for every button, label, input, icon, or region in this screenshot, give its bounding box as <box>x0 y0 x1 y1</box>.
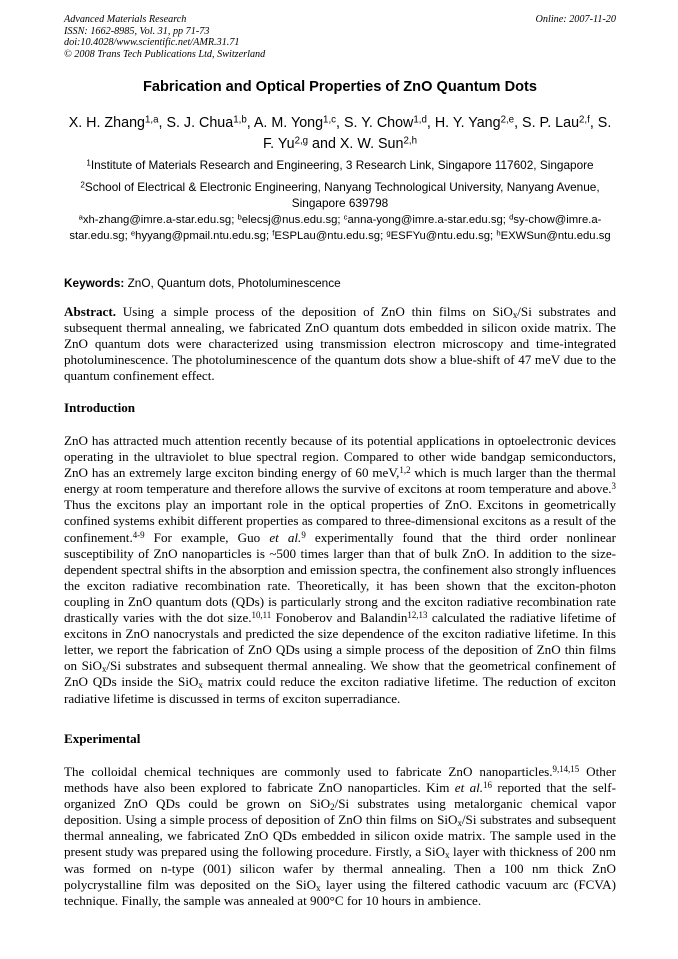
superscript: 16 <box>483 780 492 791</box>
email-list: $^a$xh-zhang@imre.a-star.edu.sg; $^b$elecsj@nus.edu.sg; $^c$anna-yong@imre.a-star.edu.sg; $^d$sy-chow@imre.a-star.edu.sg; $^e$hyyang@pmail.ntu.edu.sg; $^f$ESPLau@ntu.edu.sg; $^g$ESFYu@ntu.edu.sg; $^h$EXWSun@ntu.edu.sg <box>69 212 611 242</box>
email-address: xh-zhang@imre.a-star.edu.sg <box>82 214 232 226</box>
subscript: x <box>457 818 462 829</box>
subscript: x <box>198 680 203 691</box>
subscript: x <box>445 850 450 861</box>
email-address: EXWSun@ntu.edu.sg <box>500 229 611 242</box>
email-marker: h <box>496 228 501 238</box>
online-date: Online: 2007-11-20 <box>535 14 616 25</box>
keywords-text: ZnO, Quantum dots, Photoluminescence <box>124 276 341 290</box>
author-affiliation-marker: 1,d <box>413 114 427 126</box>
abstract <box>64 304 616 384</box>
author-affiliation-marker: 1,a <box>144 114 159 126</box>
superscript: 3 <box>611 481 616 492</box>
author-name: S. P. Lau <box>522 115 580 131</box>
italic-text: et al. <box>269 529 302 545</box>
author-name: X. H. Zhang <box>68 115 145 131</box>
affiliation-1-marker: 1 <box>86 158 91 168</box>
superscript: 4-9 <box>132 529 145 540</box>
author-affiliation-marker: 2,h <box>403 135 417 147</box>
author-affiliation-marker: 2,g <box>294 135 309 147</box>
author-name: A. M. Yong <box>253 115 324 131</box>
email-marker: b <box>237 212 242 222</box>
experimental-body: The colloidal chemical techniques are commonly used to fabricate ZnO nanoparticles.$^{9,14,15}$ Other methods have also been explored to fabricate ZnO nanoparticles. Kim et al.$^{16}$ reported that the self-organized ZnO QDs could be grown on SiO$_2$/Si substrates using metalorganic chemical vapor deposition. Using a simple process of deposition of ZnO thin films on SiO$_x$/Si substrates and subsequent thermal annealing, we fabricated ZnO QDs embedded in silicon oxide matrix. The sample used in the present study was prepared using the following procedure. Firstly, a SiO$_x$ layer with thickness of 200 nm was formed on n-type (001) silicon wafer by thermal annealing. Then a 100 nm thick ZnO polycrystalline film was deposited on the SiO$_x$ layer using the filtered cathodic vacuum arc (FCVA) technique. Finally, the sample was annealed at 900°C for 10 hours in ambience. <box>64 764 616 908</box>
author-list: X. H. Zhang$^{1,a}$, S. J. Chua$^{1,b}$, A. M. Yong$^{1,c}$, S. Y. Chow$^{1,d}$, H. Y. Yang$^{2,e}$, S. P. Lau$^{2,f}$, S. F. Yu$^{2,g}$ and X. W. Sun$^{2,h}$ <box>68 114 612 152</box>
affiliation-2 <box>64 179 616 211</box>
introduction-heading: Introduction <box>64 400 136 415</box>
subscript: x <box>101 664 107 675</box>
author-name: S. F. Yu <box>263 115 612 152</box>
abstract-body: Using a simple process of the deposition of ZnO thin films on SiO$_x$/Si substrates and subsequent thermal annealing, we fabricated ZnO quantum dots embedded in silicon oxide matrix. The ZnO quantum dots were characterized using transmission electron microscopy and time-integrated photoluminescence. The photoluminescence of the quantum dots show a blue-shift of 47 meV due to the quantum confinement effect. <box>64 304 616 384</box>
paper-title: Fabrication and Optical Properties of ZnO Quantum Dots <box>142 79 538 95</box>
email-marker: a <box>78 212 83 222</box>
author-name: H. Y. Yang <box>434 115 501 131</box>
introduction-body: ZnO has attracted much attention recently because of its potential applications in optoelectronic devices operating in the ultraviolet to blue spectral region. Compared to other wide bandgap semiconductors, ZnO has an extremely large exciton binding energy of 60 meV,$^{1,2}$ which is much larger than the thermal energy at room temperature and therefore allows the survive of excitons at room temperature and above.$^3$ Thus the excitons play an important role in the optical properties of ZnO. Excitons in geometrically confined systems exhibit different properties as compared to three-dimensional excitons as a result of the confinement.$^{4-9}$ For example, Guo et al.$^9$ experimentally found that the third order nonlinear susceptibility of ZnO nanoparticles is ~500 times larger than that of bulk ZnO. In addition to the size-dependent spectral shifts in the absorption and emission spectra, the confinement also strongly influences the exciton radiative recombination rate. Theoretically, it has been shown that the exciton-photon coupling in ZnO quantum dots (QDs) is particularly strong and the exciton radiative recombination rate drastically varies with the dot size.$^{10,11}$ Fonoberov and Balandin$^{12,13}$ calculated the radiative lifetime of excitons in ZnO nanocrystals and predicted the size dependence of the exciton radiative lifetime. In this letter, we report the fabrication of ZnO QDs using a simple process of the deposition of ZnO thin films on SiO$_x$/Si substrates and subsequent thermal annealing. We show that the geometrical confinement of ZnO QDs inside the SiO$_x$ matrix could reduce the exciton radiative lifetime. The reduction of exciton radiative lifetime is discussed in terms of exciton superradiance. <box>64 433 617 706</box>
keywords-label: Keywords: <box>64 276 125 290</box>
author-affiliation-marker: 1,c <box>323 114 337 126</box>
author-affiliation-marker: 2,e <box>500 114 515 126</box>
email-marker: f <box>272 228 275 238</box>
superscript: 1,2 <box>399 465 411 476</box>
email-marker: g <box>386 228 391 238</box>
issn-line: ISSN: 1662-8985, Vol. 31, pp 71-73 <box>64 25 210 37</box>
italic-text: et al. <box>454 780 484 796</box>
email-address: ESFYu@ntu.edu.sg <box>390 229 491 242</box>
superscript: 9,14,15 <box>552 764 580 774</box>
author-affiliation-marker: 1,b <box>233 114 247 126</box>
superscript: 10,11 <box>251 610 272 621</box>
email-address: hyyang@pmail.ntu.edu.sg <box>135 229 266 242</box>
email-marker: e <box>130 228 136 238</box>
email-address: sy-chow@imre.a-star.edu.sg <box>69 214 602 242</box>
experimental-heading: Experimental <box>64 731 141 746</box>
affiliation-2-marker: 2 <box>80 180 85 190</box>
superscript: 9 <box>301 529 306 540</box>
subscript: x <box>316 882 321 893</box>
doi-line: doi:10.4028/www.scientific.net/AMR.31.71 <box>64 37 240 49</box>
email-address: ESPLau@ntu.edu.sg <box>274 229 381 242</box>
copyright-line: © 2008 Trans Tech Publications Ltd, Switzerland <box>64 48 266 60</box>
journal-name: Advanced Materials Research <box>64 14 187 25</box>
email-address: elecsj@nus.edu.sg <box>241 214 338 226</box>
subscript: x <box>512 309 518 320</box>
email-marker: d <box>509 212 514 222</box>
affiliation-1 <box>64 157 616 173</box>
affiliation-1-text: Institute of Materials Research and Engineering, 3 Research Link, Singapore 117602, Singapore <box>90 158 594 172</box>
email-marker: c <box>343 212 348 222</box>
superscript: 12,13 <box>407 610 428 621</box>
subscript: 2 <box>330 801 335 812</box>
email-address: anna-yong@imre.a-star.edu.sg <box>347 214 503 226</box>
author-affiliation-marker: 2,f <box>579 114 590 126</box>
abstract-label: Abstract. <box>64 304 116 319</box>
author-name: X. W. Sun <box>339 135 404 152</box>
keywords <box>64 276 616 291</box>
affiliation-2-text: School of Electrical & Electronic Engineering, Nanyang Technological University, Nanyang Avenue, Singapore 639798 <box>84 180 600 210</box>
author-name: S. J. Chua <box>166 115 234 131</box>
journal-header <box>64 14 616 60</box>
author-name: S. Y. Chow <box>343 115 414 131</box>
